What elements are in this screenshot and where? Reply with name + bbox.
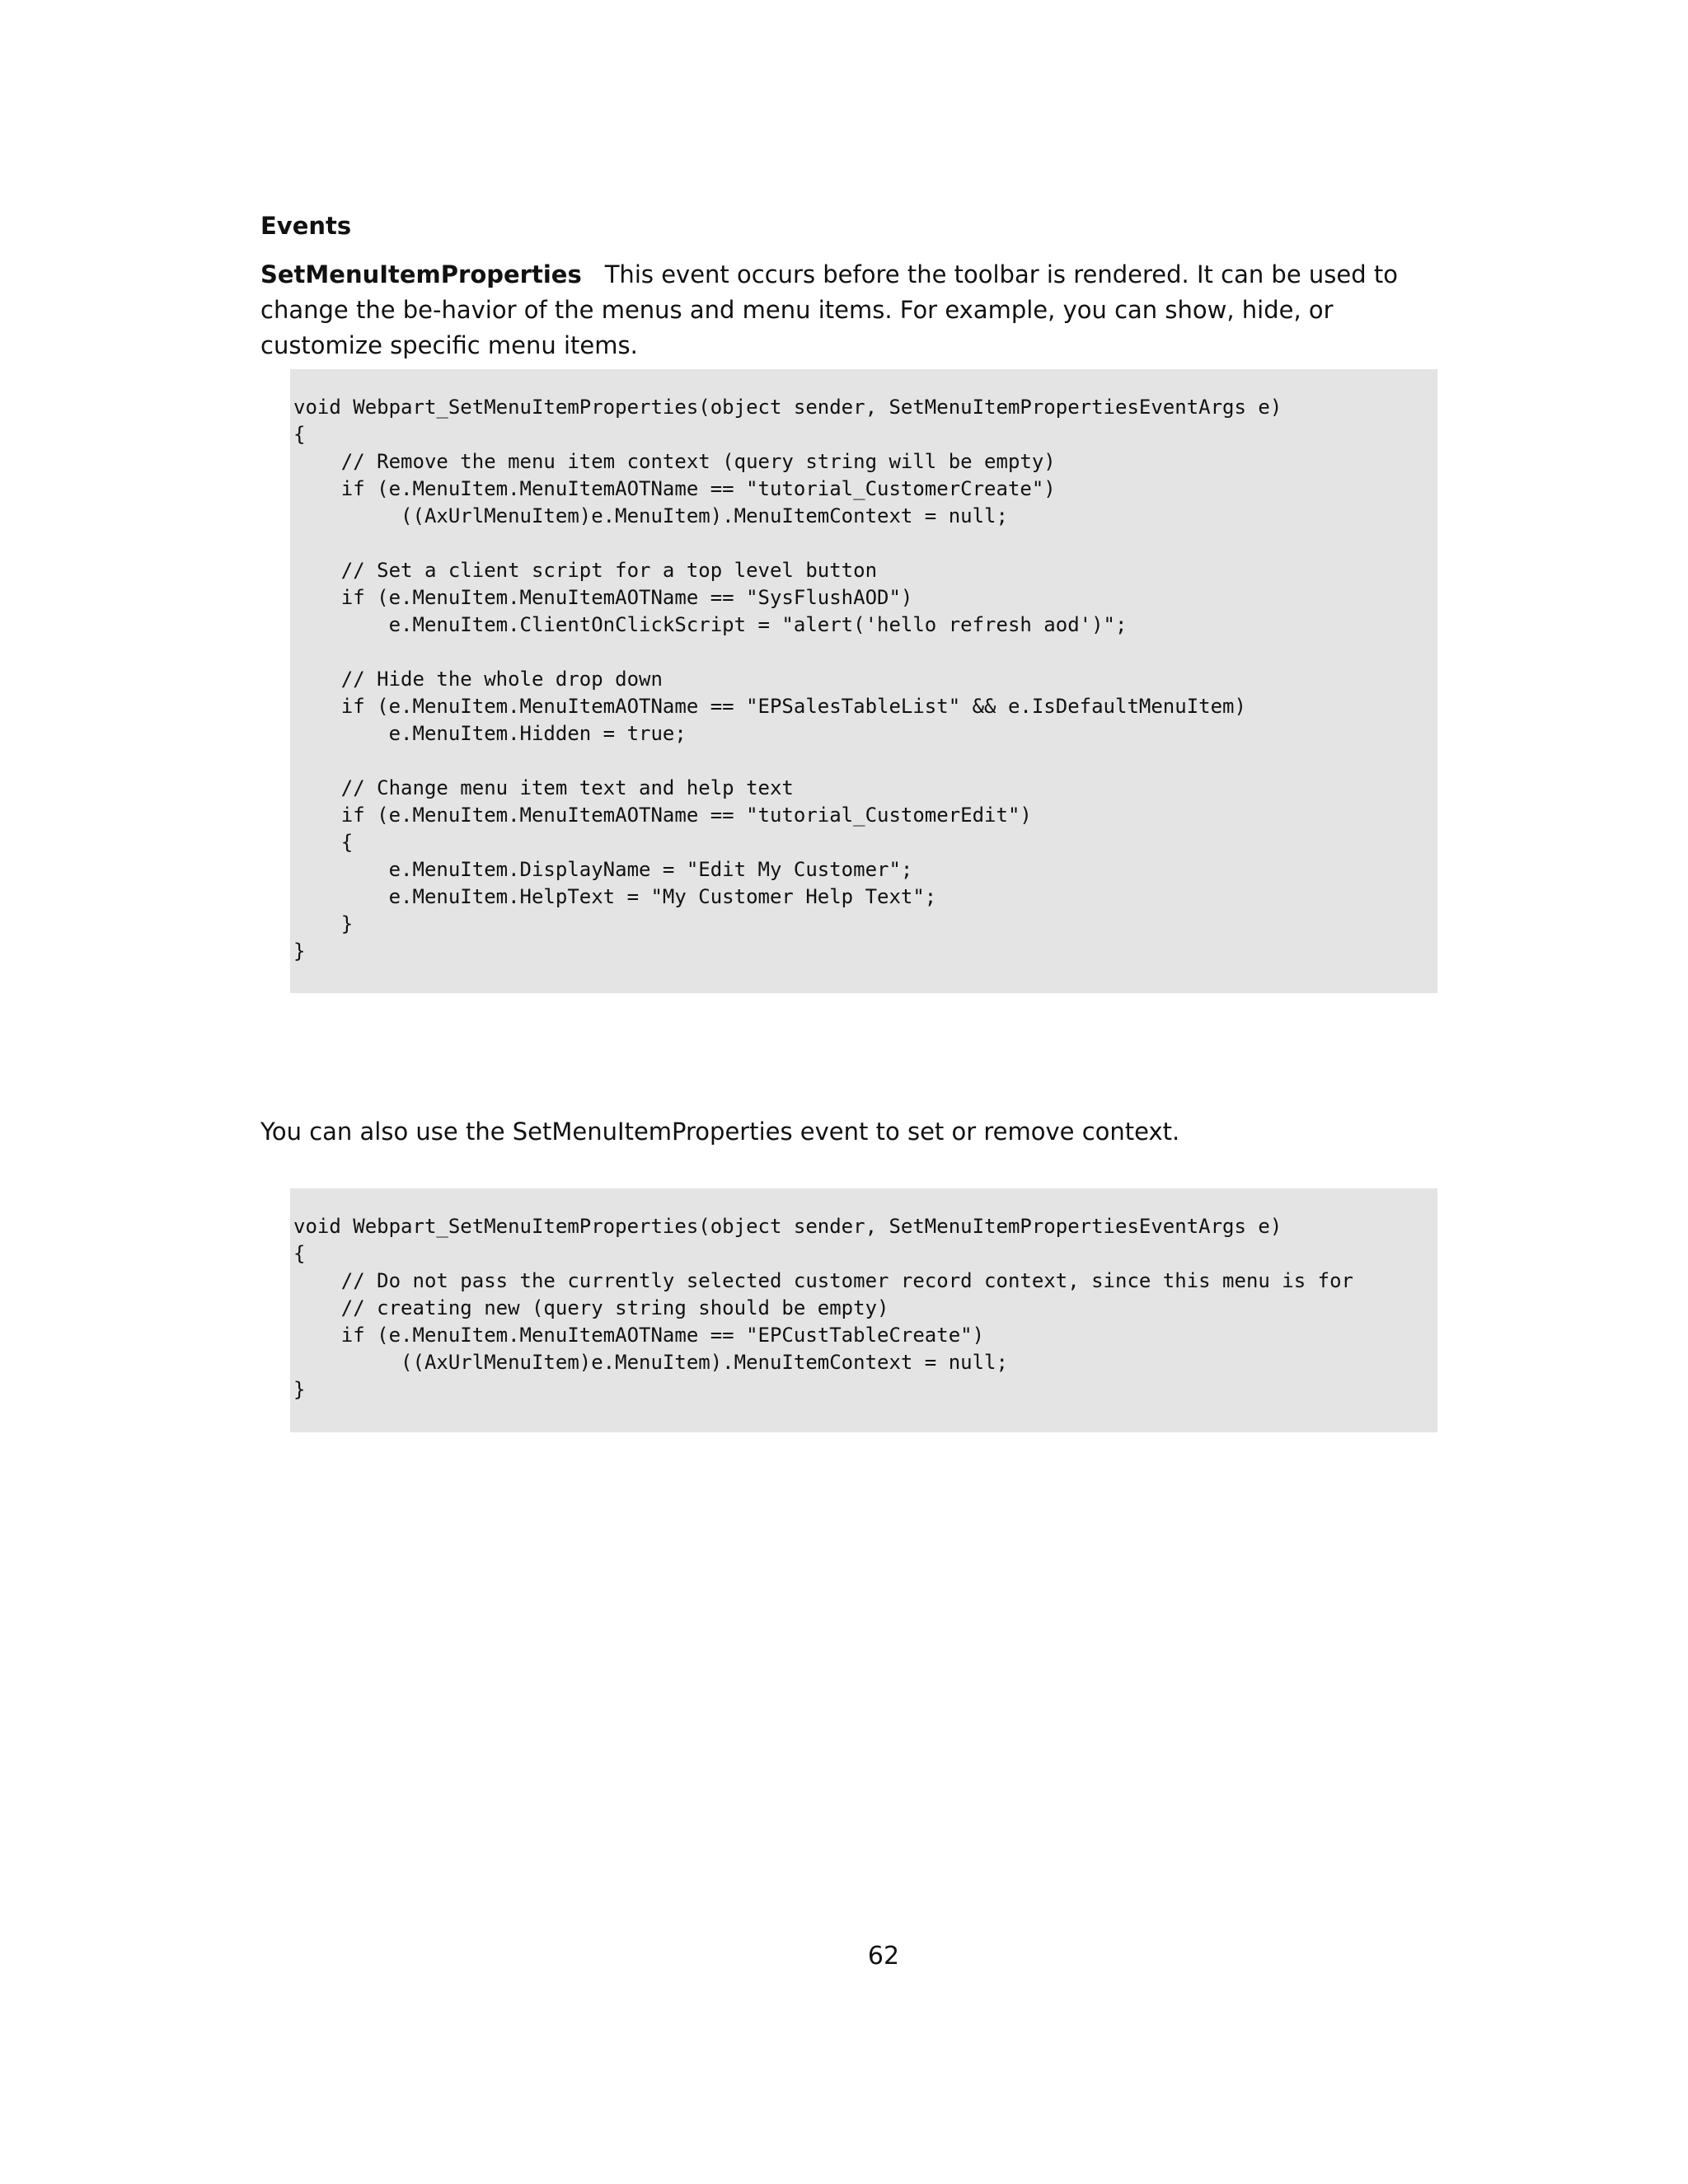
intro-paragraph <box>260 257 1431 363</box>
code-text: void Webpart_SetMenuItemProperties(object sender, SetMenuItemPropertiesEventArgs e) { // Do not pass the currently selected customer record context, since this menu is for // creating new (query string should be empty) if (e.MenuItem.MenuItemAOTName == "EPCustTableCreate") ((AxUrlMenuItem)e.MenuItem).MenuItemContext = null; } <box>293 1215 1353 1401</box>
intro-description: This event occurs before the toolbar is rendered. It can be used to change the be-havior of the menus and menu items. For example, you can show, hide, or customize specific menu items. <box>260 260 1398 359</box>
code-block-menu-item-properties <box>290 369 1437 993</box>
context-paragraph: You can also use the SetMenuItemProperties event to set or remove context. <box>260 1118 1180 1146</box>
code-text: void Webpart_SetMenuItemProperties(object sender, SetMenuItemPropertiesEventArgs e) { // Remove the menu item context (query string will be empty) if (e.MenuItem.MenuItemAOTName == "tutorial_CustomerCreate") ((AxUrlMenuItem)e.MenuItem).MenuItemContext = null; // Set a client script for a top level button if (e.MenuItem.MenuItemAOTName == "SysFlushAOD") e.MenuItem.ClientOnClickScript = "alert('hello refresh aod')"; // Hide the whole drop down if (e.MenuItem.MenuItemAOTName == "EPSalesTableList" && e.IsDefaultMenuItem) e.MenuItem.Hidden = true; // Change menu item text and help text if (e.MenuItem.MenuItemAOTName == "tutorial_CustomerEdit") { e.MenuItem.DisplayName = "Edit My Customer"; e.MenuItem.HelpText = "My Customer Help Text"; } } <box>293 396 1282 963</box>
code-block-context <box>290 1188 1437 1432</box>
event-term: SetMenuItemProperties <box>260 260 582 288</box>
section-heading: Events <box>260 212 352 240</box>
page-number: 62 <box>867 1942 900 1971</box>
